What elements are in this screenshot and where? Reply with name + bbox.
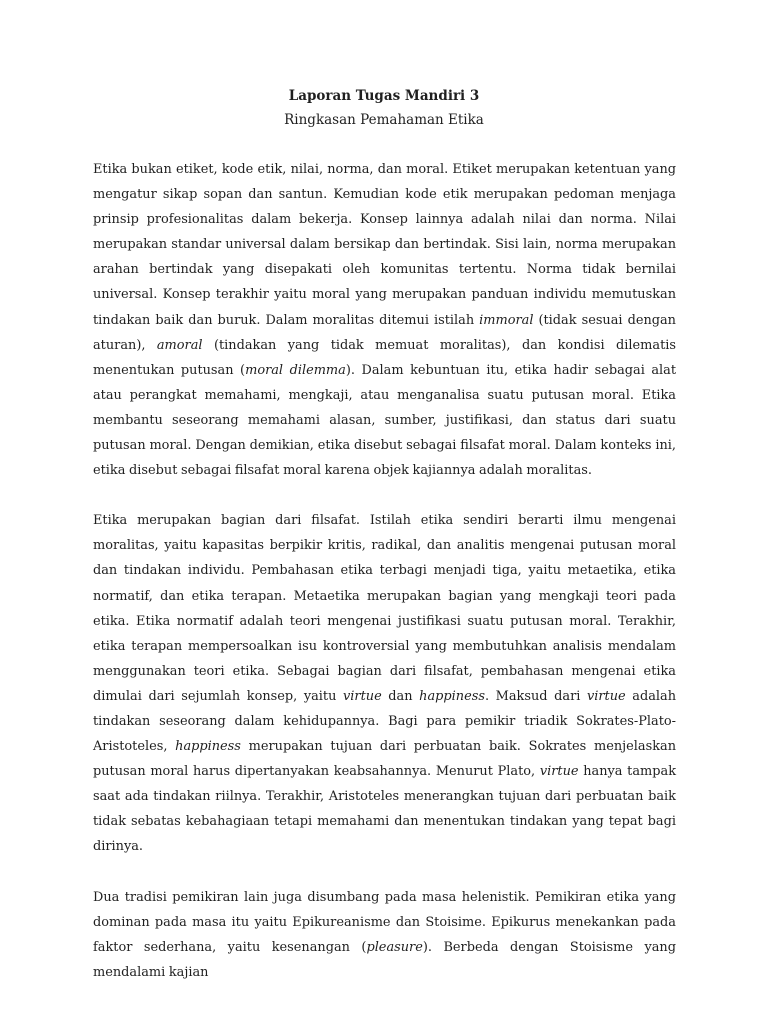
paragraph-text: adalah tindakan seseorang dalam kehidupannya. Bagi para pemikir triadik Sokrates-Plato-Aristoteles, <box>93 688 676 755</box>
italic-term: happiness <box>419 688 485 704</box>
italic-term: pleasure <box>366 939 423 955</box>
document-body <box>93 157 676 1010</box>
paragraph-text: (tindakan yang tidak memuat moralitas), dan kondisi dilematis menentukan putusan ( <box>93 337 676 378</box>
paragraph-text: dan <box>381 688 420 704</box>
paragraph-text: merupakan tujuan dari perbuatan baik. Sokrates menjelaskan putusan moral harus dipertanyakan keabsahannya. Menurut Plato, <box>93 739 676 780</box>
italic-term: amoral <box>156 337 203 353</box>
italic-term: virtue <box>586 688 626 704</box>
italic-term: happiness <box>175 739 241 755</box>
italic-term: immoral <box>479 312 534 328</box>
paragraph-text: Etika merupakan bagian dari filsafat. Istilah etika sendiri berarti ilmu mengenai moralitas, yaitu kapasitas berpikir kritis, radikal, dan analitis mengenai putusan moral dan tindakan individu. Pembahasan etika terbagi menjadi tiga, yaitu metaetika, etika normatif, dan etika terapan. Metaetika merupakan bagian yang mengkaji teori pada etika. Etika normatif adalah teori mengenai justifikasi suatu putusan moral. Terakhir, etika terapan mempersoalkan isu kontroversial yang membutuhkan analisis mendalam menggunakan teori etika. Sebagai bagian dari filsafat, pembahasan mengenai etika dimulai dari sejumlah konsep, yaitu <box>93 513 676 704</box>
paragraph-text: ). Berbeda dengan Stoisisme yang mendalami kajian <box>93 939 676 980</box>
italic-term: virtue <box>539 764 579 780</box>
paragraph-text: (tidak sesuai dengan aturan), <box>93 312 676 353</box>
document-title: Laporan Tugas Mandiri 3 <box>288 88 480 104</box>
paragraph-text: Dua tradisi pemikiran lain juga disumbang pada masa helenistik. Pemikiran etika yang dominan pada masa itu yaitu Epikureanisme dan Stoisime. Epikurus menekankan pada faktor sederhana, yaitu kesenangan ( <box>93 889 676 955</box>
italic-term: moral dilemma <box>245 362 346 378</box>
document-header <box>0 84 768 132</box>
paragraph-text: Etika bukan etiket, kode etik, nilai, norma, dan moral. Etiket merupakan ketentuan yang mengatur sikap sopan dan santun. Kemudian kode etik merupakan pedoman menjaga prinsip profesionalitas dalam bekerja. Konsep lainnya adalah nilai dan norma. Nilai merupakan standar universal dalam bersikap dan bertindak. Sisi lain, norma merupakan arahan bertindak yang disepakati oleh komunitas tertentu. Norma tidak bernilai universal. Konsep terakhir yaitu moral yang merupakan panduan individu memutuskan tindakan baik dan buruk. Dalam moralitas ditemui istilah <box>93 162 676 328</box>
italic-term: virtue <box>343 688 382 704</box>
paragraph-1 <box>93 157 676 483</box>
paragraph-text: . Maksud dari <box>484 688 587 704</box>
paragraph-3 <box>93 885 676 985</box>
document-subtitle: Ringkasan Pemahaman Etika <box>284 112 484 128</box>
paragraph-2 <box>93 508 676 859</box>
paragraph-text: ). Dalam kebuntuan itu, etika hadir sebagai alat atau perangkat memahami, mengkaji, atau menganalisa suatu putusan moral. Etika membantu seseorang memahami alasan, sumber, justifikasi, dan status dari suatu putusan moral. Dengan demikian, etika disebut sebagai filsafat moral. Dalam konteks ini, etika disebut sebagai filsafat moral karena objek kajiannya adalah moralitas. <box>93 362 677 479</box>
paragraph-text: hanya tampak saat ada tindakan riilnya. Terakhir, Aristoteles menerangkan tujuan dari perbuatan baik tidak sebatas kebahagiaan tetapi memahami dan menentukan tindakan yang tepat bagi dirinya. <box>93 764 677 855</box>
